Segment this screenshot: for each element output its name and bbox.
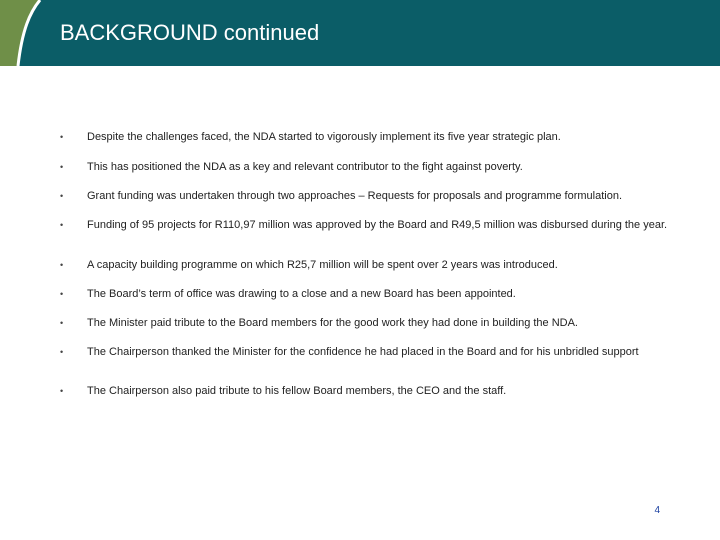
bullet-icon: •	[60, 191, 64, 201]
bullet-text: The Chairperson thanked the Minister for the confidence he had placed in the Board and for his unbridled support	[87, 346, 639, 358]
bullet-text: The Chairperson also paid tribute to his fellow Board members, the CEO and the staff.	[87, 385, 507, 397]
bullet-text: The Minister paid tribute to the Board members for the good work they had done in building the NDA.	[87, 317, 578, 329]
slide-title: BACKGROUND continued	[60, 20, 320, 45]
bullet-text: This has positioned the NDA as a key and relevant contributor to the fight against poverty.	[87, 161, 523, 173]
bullet-icon: •	[60, 162, 64, 172]
bullet-icon: •	[60, 289, 64, 299]
bullet-icon: •	[60, 132, 64, 142]
bullet-text: Grant funding was undertaken through two approaches – Requests for proposals and programme formulation.	[87, 190, 623, 202]
bullet-text: A capacity building programme on which R25,7 million will be spent over 2 years was introduced.	[87, 259, 558, 271]
bullet-icon: •	[60, 318, 64, 328]
bullet-text: The Board’s term of office was drawing to a close and a new Board has been appointed.	[87, 288, 516, 300]
bullet-text: Despite the challenges faced, the NDA started to vigorously implement its five year strategic plan.	[87, 131, 561, 143]
page-number: 4	[654, 505, 660, 516]
bullet-icon: •	[60, 220, 64, 230]
bullet-text: Funding of 95 projects for R110,97 million was approved by the Board and R49,5 million was disbursed during the year.	[87, 219, 668, 231]
bullet-icon: •	[60, 347, 64, 357]
bullet-icon: •	[60, 386, 64, 396]
bullet-icon: •	[60, 260, 64, 270]
